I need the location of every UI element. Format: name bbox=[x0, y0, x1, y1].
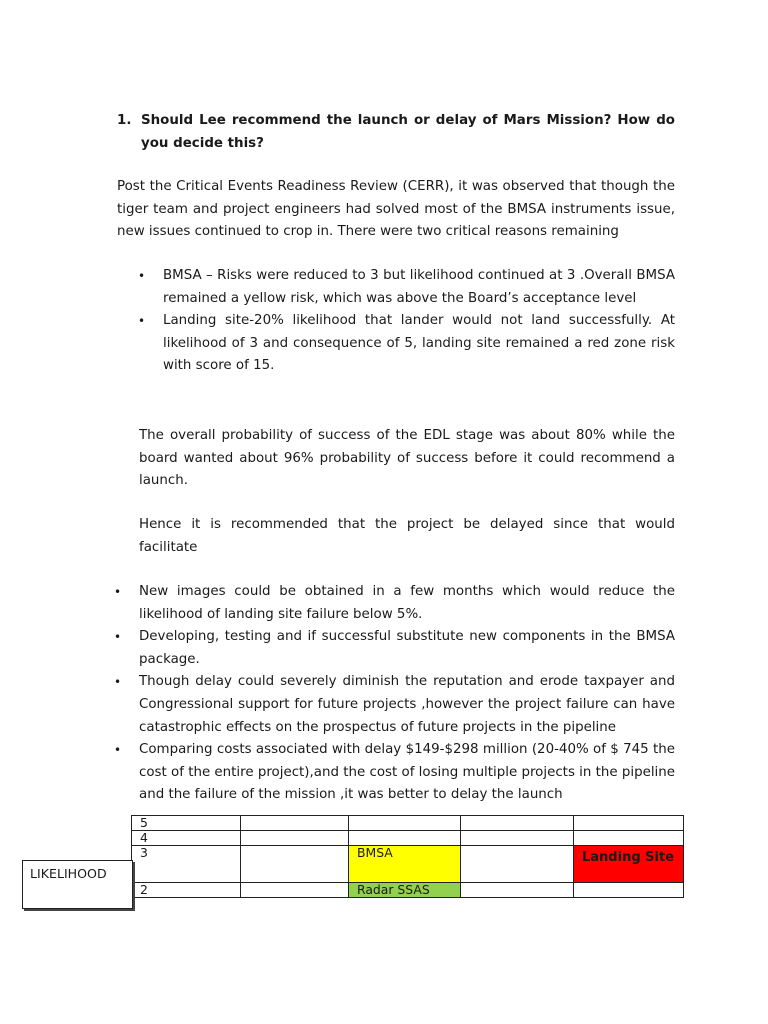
likelihood-level: 2 bbox=[132, 883, 241, 898]
matrix-cell bbox=[574, 883, 684, 898]
matrix-cell bbox=[574, 831, 684, 846]
benefit-text: Developing, testing and if successful substitute new components in the BMSA package. bbox=[139, 629, 675, 667]
benefit-text: New images could be obtained in a few months which would reduce the likelihood of landing site failure below 5%. bbox=[139, 584, 675, 622]
bullet-icon: • bbox=[114, 585, 122, 599]
risk-matrix-table bbox=[131, 815, 684, 898]
table-row bbox=[132, 816, 684, 831]
bullet-icon: • bbox=[138, 269, 146, 283]
reasons-list bbox=[138, 265, 675, 378]
matrix-cell bbox=[241, 816, 349, 831]
matrix-cell bbox=[241, 883, 349, 898]
bmsa-risk-cell: BMSA bbox=[349, 846, 461, 883]
likelihood-level: 5 bbox=[132, 816, 241, 831]
reason-text: BMSA – Risks were reduced to 3 but likelihood continued at 3 .Overall BMSA remained a yellow risk, which was above the Board’s acceptance level bbox=[163, 268, 675, 306]
reason-text: Landing site-20% likelihood that lander would not land successfully. At likelihood of 3 and consequence of 5, landing site remained a red zone risk with score of 15. bbox=[163, 313, 675, 374]
bullet-icon: • bbox=[114, 675, 122, 690]
matrix-cell bbox=[461, 831, 574, 846]
list-item bbox=[114, 739, 675, 807]
list-item bbox=[114, 626, 675, 671]
landing-site-risk-cell: Landing Site bbox=[574, 846, 684, 883]
matrix-cell bbox=[241, 846, 349, 883]
list-item bbox=[114, 581, 675, 626]
matrix-cell bbox=[241, 831, 349, 846]
list-item bbox=[114, 671, 675, 739]
matrix-cell bbox=[349, 816, 461, 831]
benefit-text: Though delay could severely diminish the reputation and erode taxpayer and Congressional support for future projects ,however the project failure can have catastrophic effects on the prospectus of future projects in the pipeline bbox=[139, 674, 675, 735]
matrix-cell bbox=[349, 831, 461, 846]
matrix-cell bbox=[574, 816, 684, 831]
table-row bbox=[132, 831, 684, 846]
matrix-cell bbox=[461, 883, 574, 898]
question-number: 1. bbox=[117, 113, 132, 128]
table-row bbox=[132, 883, 684, 898]
likelihood-level: 3 bbox=[132, 846, 241, 883]
bullet-icon: • bbox=[114, 630, 122, 645]
radar-ssas-risk-cell: Radar SSAS bbox=[349, 883, 461, 898]
benefit-text: Comparing costs associated with delay $149-$298 million (20-40% of $ 745 the cost of the entire project),and the cost of losing multiple projects in the pipeline and the failure of the mission ,it was better to delay the launch bbox=[139, 742, 675, 803]
recommendation-paragraph: Hence it is recommended that the project be delayed since that would facilitate bbox=[139, 517, 675, 555]
likelihood-axis-label: LIKELIHOOD bbox=[22, 860, 133, 909]
list-item bbox=[138, 265, 675, 310]
bullet-icon: • bbox=[114, 743, 122, 758]
list-item bbox=[138, 310, 675, 378]
bullet-icon: • bbox=[138, 314, 146, 329]
question-text: Should Lee recommend the launch or delay of Mars Mission? How do you decide this? bbox=[141, 113, 675, 151]
matrix-cell bbox=[461, 846, 574, 883]
probability-paragraph: The overall probability of success of the EDL stage was about 80% while the board wanted about 96% probability of success before it could recommend a launch. bbox=[139, 428, 675, 489]
matrix-cell bbox=[461, 816, 574, 831]
intro-paragraph: Post the Critical Events Readiness Review (CERR), it was observed that though the tiger team and project engineers had solved most of the BMSA instruments issue, new issues continued to crop in. There were two critical reasons remaining bbox=[117, 179, 675, 240]
question-heading bbox=[117, 110, 675, 155]
benefits-list bbox=[114, 581, 675, 807]
table-row bbox=[132, 846, 684, 883]
likelihood-level: 4 bbox=[132, 831, 241, 846]
